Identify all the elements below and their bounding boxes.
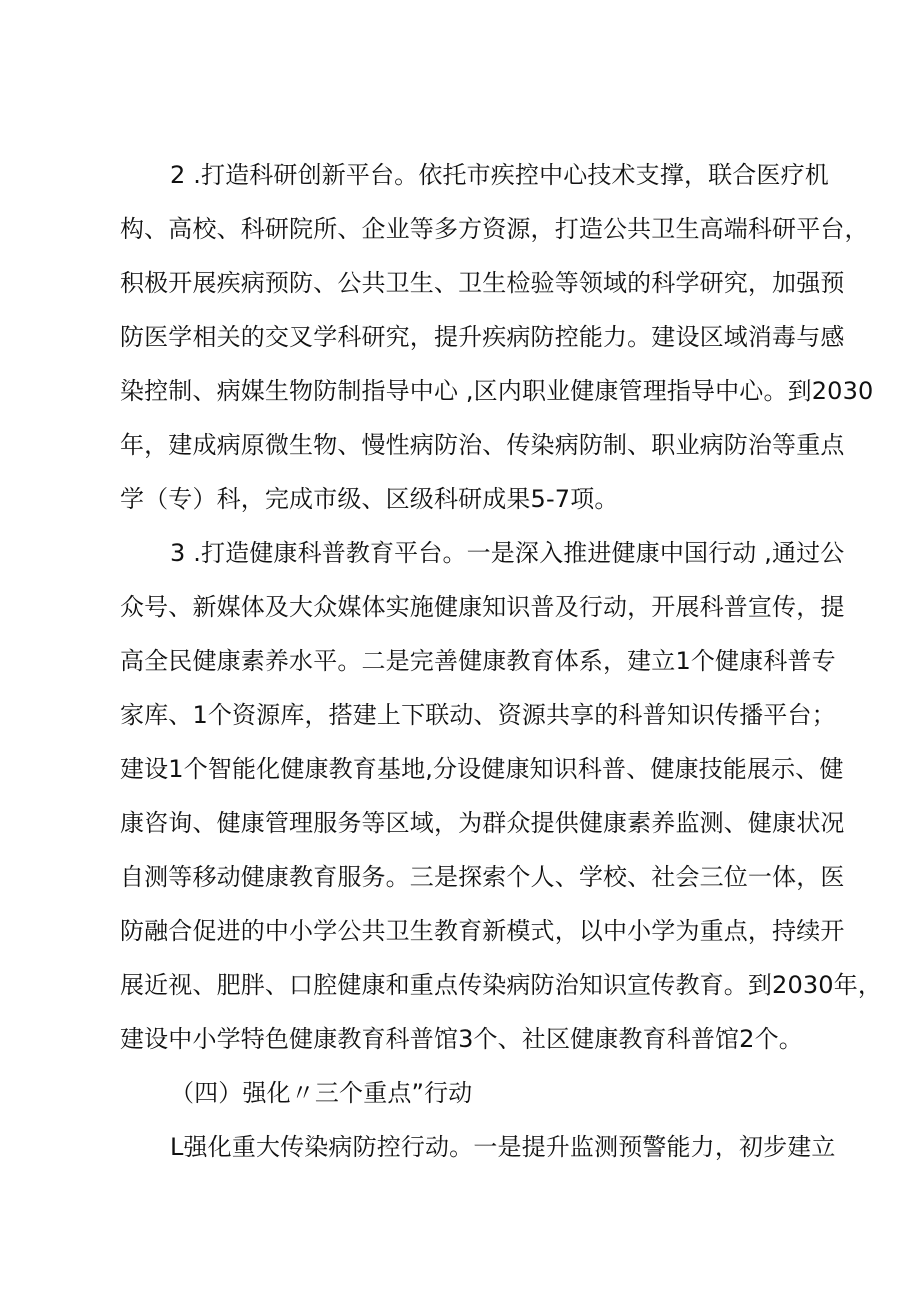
text-line: 2 .打造科研创新平台。依托市疾控中心技术支撑，联合医疗机 [170, 161, 829, 189]
section-heading [120, 1066, 810, 1120]
document-body [120, 148, 883, 1174]
text-line: 防医学相关的交叉学科研究，提升疾病防控能力。建设区域消毒与感 [120, 323, 845, 351]
text-line: L强化重大传染病防控行动。一是提升监测预警能力，初步建立 [170, 1133, 836, 1161]
text-line: 自测等移动健康教育服务。三是探索个人、学校、社会三位一体，医 [120, 863, 845, 891]
section-heading-text: （四）强化〃三个重点”行动 [170, 1079, 473, 1107]
text-line: 年，建成病原微生物、慢性病防治、传染病防制、职业病防治等重点 [120, 431, 845, 459]
text-line: 众号、新媒体及大众媒体实施健康知识普及行动，开展科普宣传，提 [120, 593, 845, 621]
text-line: 构、高校、科研院所、企业等多方资源，打造公共卫生高端科研平台， [120, 215, 869, 243]
text-line: 康咨询、健康管理服务等区域，为群众提供健康素养监测、健康状况 [120, 809, 845, 837]
text-line: 积极开展疾病预防、公共卫生、卫生检验等领域的科学研究，加强预 [120, 269, 845, 297]
text-line: 展近视、肥胖、口腔健康和重点传染病防治知识宣传教育。到2030年， [120, 971, 883, 999]
text-line: 高全民健康素养水平。二是完善健康教育体系，建立1个健康科普专 [120, 647, 836, 675]
text-line: 防融合促进的中小学公共卫生教育新模式，以中小学为重点，持续开 [120, 917, 845, 945]
text-line: 建设中小学特色健康教育科普馆3个、社区健康教育科普馆2个。 [120, 1025, 803, 1053]
text-line: 3 .打造健康科普教育平台。一是深入推进健康中国行动 ,通过公 [170, 539, 845, 567]
text-line: 建设1个智能化健康教育基地,分设健康知识科普、健康技能展示、健 [120, 755, 844, 783]
text-line: 染控制、病媒生物防制指导中心 ,区内职业健康管理指导中心。到2030 [120, 377, 874, 405]
paragraph-infectious-disease-control [120, 1120, 836, 1174]
text-line: 学（专）科，完成市级、区级科研成果5-7项。 [120, 485, 619, 513]
paragraph-health-education-platform [120, 526, 883, 1066]
paragraph-research-platform [120, 148, 874, 526]
text-line: 家库、1个资源库，搭建上下联动、资源共享的科普知识传播平台； [120, 701, 836, 729]
